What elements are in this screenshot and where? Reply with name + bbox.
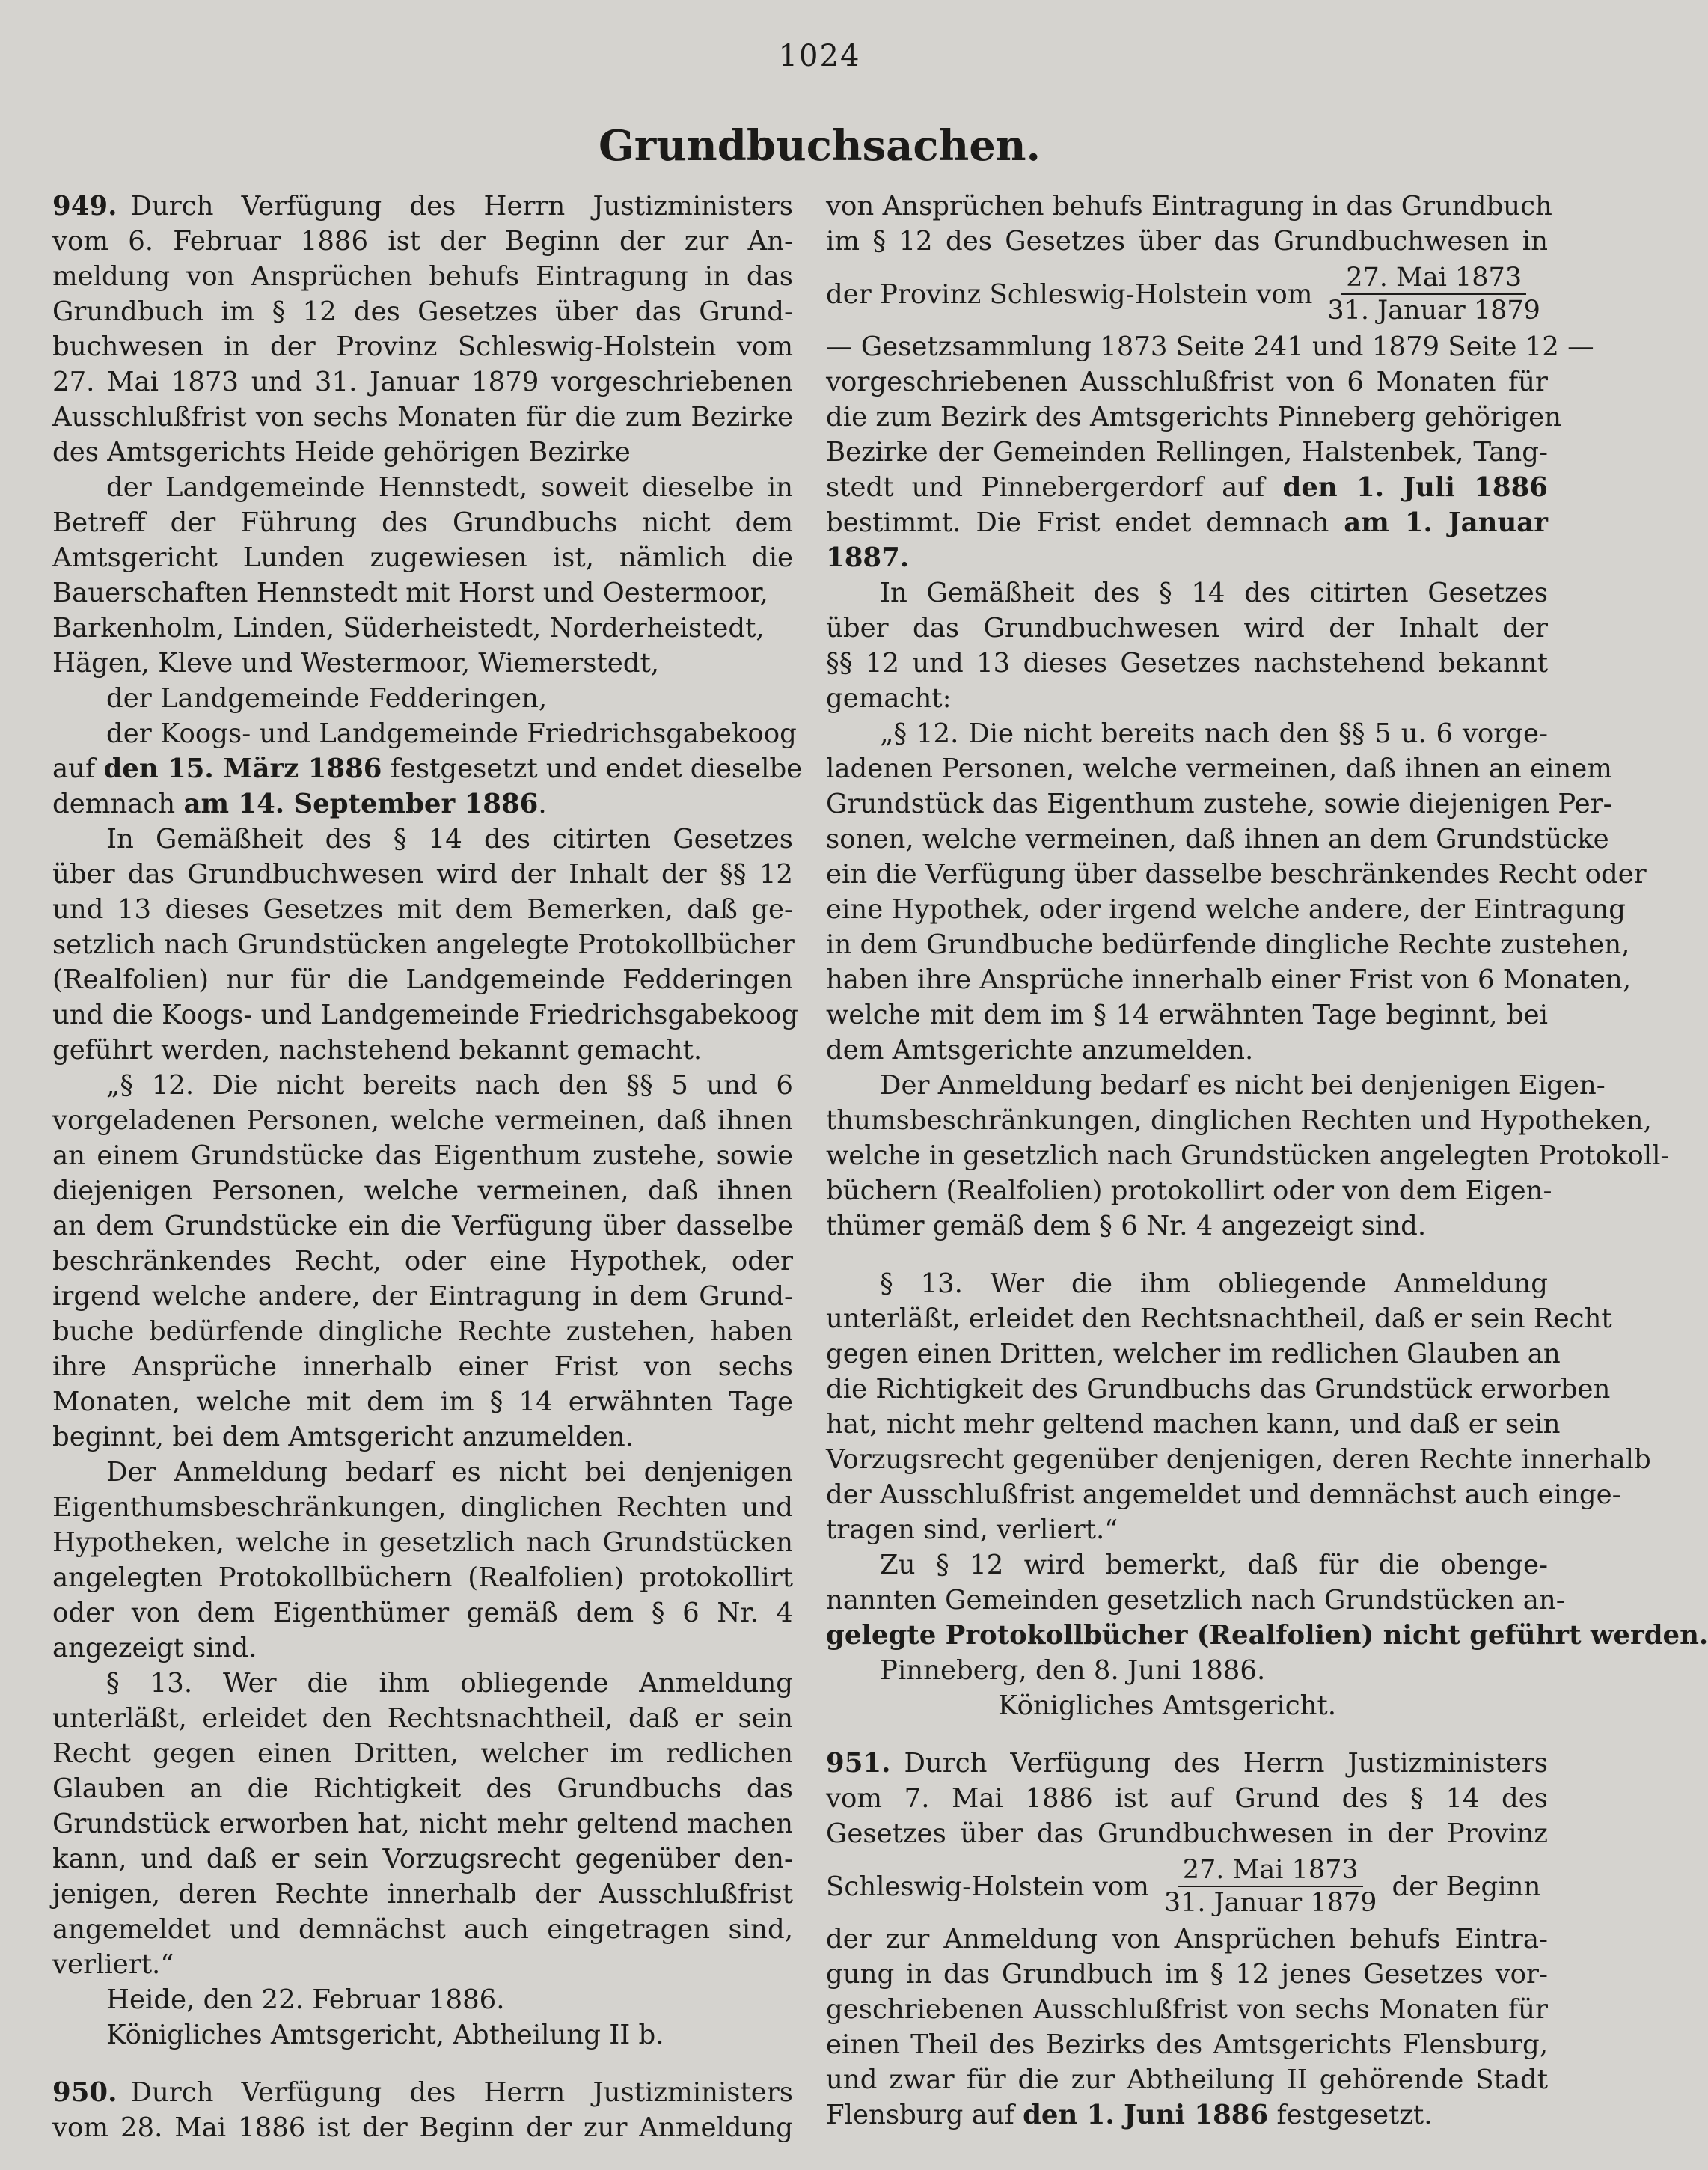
right-column — [826, 189, 1708, 2133]
text-line — [826, 1688, 1548, 1723]
text-line — [826, 1208, 1548, 1244]
text-line — [826, 505, 1548, 540]
text-line — [826, 1068, 1606, 1103]
line-text: jenigen, deren Rechte innerhalb der Ausschlußfrist — [52, 1879, 793, 1910]
text-line — [52, 681, 793, 716]
line-text: sonen, welche vermeinen, daß ihnen an dem Grundstücke — [826, 824, 1609, 855]
line-text: von Ansprüchen behufs Eintragung in das Grundbuch — [826, 191, 1552, 221]
left-column — [52, 189, 803, 2145]
date-fraction — [1160, 1854, 1382, 1919]
line-text: beginnt, bei dem Amtsgericht anzumelden. — [52, 1422, 634, 1452]
line-text: § 13. Wer die ihm obliegende Anmeldung — [880, 1268, 1548, 1299]
text-line — [826, 1266, 1548, 1301]
line-text: 27. Mai 1873 und 31. Januar 1879 vorgeschriebenen — [52, 367, 793, 397]
text-line — [52, 400, 793, 435]
text-line — [826, 997, 1548, 1033]
bold-text: den 15. März 1886 — [103, 754, 382, 784]
line-text: buche bedürfende dingliche Rechte zustehen, haben — [52, 1316, 793, 1347]
line-text: Grundbuch im § 12 des Gesetzes über das Grund- — [52, 296, 793, 327]
line-text: In Gemäßheit des § 14 des citirten Gesetzes — [106, 824, 793, 855]
line-text: Bauerschaften Hennstedt mit Horst und Oestermoor, — [52, 578, 768, 608]
line-text: Vorzugsrecht gegenüber denjenigen, deren Rechte innerhalb — [826, 1444, 1651, 1475]
text-line — [826, 470, 1548, 505]
text-line — [52, 2110, 793, 2145]
line-text: welche in gesetzlich nach Grundstücken angelegten Protokoll- — [826, 1140, 1670, 1171]
text-line — [826, 1781, 1548, 1816]
text-line — [826, 1816, 1548, 1851]
line-text: die zum Bezirk des Amtsgerichts Pinneberg gehörigen — [826, 402, 1561, 433]
bold-text: am 1. Januar — [1344, 507, 1548, 538]
line-text: thumsbeschränkungen, dinglichen Rechten und Hypotheken, — [826, 1105, 1652, 1136]
line-text: Königliches Amtsgericht. — [998, 1690, 1336, 1721]
line-text: und zwar für die zur Abtheilung II gehörende Stadt — [826, 2064, 1548, 2095]
text-line — [52, 822, 793, 857]
text-line-fraction — [826, 259, 1548, 329]
line-text: „§ 12. Die nicht bereits nach den §§ 5 und 6 — [106, 1070, 793, 1101]
text-line — [52, 294, 793, 329]
line-text: oder von dem Eigenthümer gemäß dem § 6 Nr. 4 — [52, 1598, 793, 1628]
line-text: Durch Verfügung des Herrn Justizministers — [904, 1748, 1548, 1779]
line-text: gemacht: — [826, 683, 952, 714]
text-line — [52, 1384, 793, 1419]
line-text: meldung von Ansprüchen behufs Eintragung in das — [52, 261, 793, 292]
line-text: stedt und Pinnebergerdorf auf — [826, 472, 1283, 503]
text-line — [52, 1630, 793, 1666]
line-text: an dem Grundstücke ein die Verfügung über dasselbe — [52, 1211, 793, 1241]
line-text: Flensburg auf — [826, 2100, 1023, 2130]
line-text: Grundstück erworben hat, nicht mehr geltend machen — [52, 1809, 793, 1839]
line-text: in dem Grundbuche bedürfende dingliche Rechte zustehen, — [826, 929, 1630, 960]
text-line — [52, 1455, 793, 1490]
text-line — [52, 1419, 793, 1455]
line-text: Heide, den 22. Februar 1886. — [106, 1984, 505, 2015]
text-line — [826, 1407, 1561, 1442]
text-line — [826, 892, 1626, 927]
text-line — [826, 1336, 1561, 1372]
text-line — [826, 2097, 1548, 2133]
text-line — [826, 716, 1548, 751]
text-line — [52, 1842, 793, 1877]
section-number: 949. — [52, 191, 117, 221]
line-text: tragen sind, verliert.“ — [826, 1515, 1118, 1545]
text-line — [52, 259, 793, 294]
paragraph-gap — [52, 2053, 793, 2075]
line-text: welche mit dem im § 14 erwähnten Tage beginnt, bei — [826, 1000, 1548, 1030]
fraction-denominator: 31. Januar 1879 — [1163, 1888, 1377, 1918]
text-line — [52, 1525, 793, 1560]
text-line — [826, 1992, 1548, 2027]
text-line — [826, 1477, 1621, 1512]
text-line — [52, 1279, 793, 1314]
text-line — [52, 1244, 793, 1279]
line-text: gung in das Grundbuch im § 12 jenes Gesetzes vor- — [826, 1959, 1548, 1990]
text-line — [52, 786, 793, 822]
text-line — [52, 1771, 793, 1806]
text-line — [826, 681, 1548, 716]
text-line — [52, 1173, 793, 1208]
line-text: vorgeschriebenen Ausschlußfrist von 6 Monaten für — [826, 367, 1548, 397]
line-text: der Landgemeinde Fedderingen, — [106, 683, 548, 714]
line-text: der Beginn — [1392, 1871, 1541, 1902]
line-text: vom 7. Mai 1886 ist auf Grund des § 14 des — [826, 1783, 1548, 1814]
text-line — [52, 505, 793, 540]
text-line — [52, 1208, 793, 1244]
text-line — [826, 857, 1647, 892]
text-line — [826, 2062, 1548, 2097]
text-line — [826, 927, 1630, 962]
text-line — [826, 1618, 1708, 1653]
text-line — [52, 1033, 793, 1068]
line-text: auf — [52, 754, 104, 784]
line-text: vom 6. Februar 1886 ist der Beginn der zur An- — [52, 226, 793, 257]
line-text: kann, und daß er sein Vorzugsrecht gegenüber den- — [52, 1844, 793, 1874]
line-text: im § 12 des Gesetzes über das Grundbuchwesen in — [826, 226, 1548, 257]
line-text: Eigenthumsbeschränkungen, dinglichen Rechten und — [52, 1492, 793, 1523]
text-line — [52, 1736, 793, 1771]
line-text: festgesetzt. — [1268, 2100, 1433, 2130]
bold-text: 1887. — [826, 542, 910, 573]
line-text: hat, nicht mehr geltend machen kann, und daß er sein — [826, 1409, 1561, 1440]
text-line — [52, 1103, 793, 1138]
line-text: gegen einen Dritten, welcher im redlichen Glauben an — [826, 1339, 1561, 1369]
line-text: buchwesen in der Provinz Schleswig-Holstein vom — [52, 331, 793, 362]
line-text: irgend welche andere, der Eintragung in dem Grund- — [52, 1281, 793, 1312]
text-line — [826, 1512, 1548, 1547]
line-text: §§ 12 und 13 dieses Gesetzes nachstehend bekannt — [826, 648, 1548, 679]
line-text: Hypotheken, welche in gesetzlich nach Grundstücken — [52, 1527, 793, 1558]
text-line — [52, 1490, 793, 1525]
text-line — [52, 857, 793, 892]
line-text: unterläßt, erleidet den Rechtsnachtheil, daß er sein Recht — [826, 1303, 1612, 1334]
text-line — [52, 1138, 793, 1173]
line-text: ein die Verfügung über dasselbe beschränkendes Recht oder — [826, 859, 1647, 890]
text-line — [52, 1877, 793, 1912]
line-text: (Realfolien) nur für die Landgemeinde Fedderingen — [52, 965, 793, 995]
text-line — [52, 575, 793, 611]
line-text: Barkenholm, Linden, Süderheistedt, Norderheistedt, — [52, 613, 765, 644]
fraction-numerator: 27. Mai 1873 — [1178, 1854, 1363, 1887]
text-line — [52, 470, 793, 505]
text-line — [826, 400, 1561, 435]
text-line — [826, 540, 1548, 575]
date-fraction — [1323, 262, 1545, 326]
text-line — [52, 364, 793, 400]
text-line — [52, 2075, 793, 2110]
line-text: Zu § 12 wird bemerkt, daß für die obenge- — [880, 1550, 1548, 1580]
section-number: 950. — [52, 2077, 117, 2108]
text-line — [52, 435, 793, 470]
line-text: Recht gegen einen Dritten, welcher im redlichen — [52, 1738, 793, 1769]
line-text: § 13. Wer die ihm obliegende Anmeldung — [106, 1668, 793, 1699]
line-text: thümer gemäß dem § 6 Nr. 4 angezeigt sind. — [826, 1211, 1427, 1241]
line-text: angemeldet und demnächst auch eingetragen sind, — [52, 1914, 793, 1945]
text-line — [826, 1138, 1670, 1173]
line-text: nannten Gemeinden gesetzlich nach Grundstücken an- — [826, 1585, 1565, 1616]
line-text: an einem Grundstücke das Eigenthum zustehe, sowie — [52, 1140, 793, 1171]
text-line — [826, 1103, 1652, 1138]
fraction-denominator: 31. Januar 1879 — [1327, 296, 1540, 326]
text-line — [826, 611, 1548, 646]
line-text: Königliches Amtsgericht, Abtheilung II b. — [106, 2020, 664, 2050]
text-line — [826, 1301, 1612, 1336]
line-text: setzlich nach Grundstücken angelegte Protokollbücher — [52, 929, 795, 960]
line-text: Betreff der Führung des Grundbuchs nicht dem — [52, 507, 793, 538]
line-text: büchern (Realfolien) protokollirt oder von dem Eigen- — [826, 1176, 1552, 1206]
text-line — [826, 1442, 1651, 1477]
text-line — [52, 1806, 793, 1842]
text-line — [52, 997, 798, 1033]
text-line — [52, 1314, 793, 1349]
line-text: die Richtigkeit des Grundbuchs das Grundstück erworben — [826, 1374, 1611, 1405]
text-line — [826, 1583, 1565, 1618]
text-line — [52, 189, 793, 224]
line-text: In Gemäßheit des § 14 des citirten Gesetzes — [880, 578, 1548, 608]
bold-text: am 14. September 1886 — [183, 789, 539, 819]
line-text: vorgeladenen Personen, welche vermeinen, daß ihnen — [52, 1105, 793, 1136]
line-text: über das Grundbuchwesen wird der Inhalt der — [826, 613, 1548, 644]
line-text: geschriebenen Ausschlußfrist von sechs Monaten für — [826, 1994, 1548, 2025]
text-line — [826, 575, 1548, 611]
line-text: der Provinz Schleswig-Holstein vom — [826, 278, 1313, 310]
text-line — [52, 751, 803, 786]
text-line — [826, 1922, 1548, 1957]
line-text: der Ausschlußfrist angemeldet und demnächst auch einge- — [826, 1479, 1621, 1510]
text-line — [52, 1560, 793, 1595]
text-line — [52, 2017, 793, 2053]
line-text: haben ihre Ansprüche innerhalb einer Frist von 6 Monaten, — [826, 965, 1631, 995]
line-text: geführt werden, nachstehend bekannt gemacht. — [52, 1035, 703, 1066]
line-text: verliert.“ — [52, 1949, 174, 1980]
text-line — [52, 716, 797, 751]
paragraph-gap — [826, 1244, 1548, 1266]
line-text: Grundstück das Eigenthum zustehe, sowie diejenigen Per- — [826, 789, 1612, 819]
text-line — [52, 1947, 793, 1982]
text-line — [52, 1349, 793, 1384]
line-text: Hägen, Kleve und Westermoor, Wiemerstedt, — [52, 648, 660, 679]
text-line — [826, 2027, 1548, 2062]
line-text: diejenigen Personen, welche vermeinen, daß ihnen — [52, 1176, 793, 1206]
text-line — [826, 822, 1609, 857]
line-text: Amtsgericht Lunden zugewiesen ist, nämlich die — [52, 542, 793, 573]
line-text: demnach — [52, 789, 184, 819]
line-text: vom 28. Mai 1886 ist der Beginn der zur Anmeldung — [52, 2112, 793, 2143]
text-line — [826, 329, 1594, 364]
line-text: Gesetzes über das Grundbuchwesen in der Provinz — [826, 1818, 1548, 1849]
text-line — [52, 892, 793, 927]
line-text: und die Koogs- und Landgemeinde Friedrichsgabekoog — [52, 1000, 798, 1030]
bold-text: den 1. Juni 1886 — [1023, 2100, 1269, 2130]
text-line — [826, 646, 1548, 681]
text-line — [52, 962, 793, 997]
line-text: ladenen Personen, welche vermeinen, daß ihnen an einem — [826, 754, 1612, 784]
section-number: 951. — [826, 1748, 891, 1779]
line-text: unterläßt, erleidet den Rechtsnachtheil, daß er sein — [52, 1703, 793, 1734]
line-text: Pinneberg, den 8. Juni 1886. — [880, 1655, 1266, 1686]
text-line — [826, 786, 1612, 822]
text-line — [826, 1746, 1548, 1781]
text-line — [52, 927, 793, 962]
line-text: „§ 12. Die nicht bereits nach den §§ 5 u. 6 vorge- — [880, 718, 1548, 749]
line-text: und 13 dieses Gesetzes mit dem Bemerken, daß ge- — [52, 894, 793, 925]
line-text: der Koogs- und Landgemeinde Friedrichsgabekoog — [106, 718, 797, 749]
line-text: ihre Ansprüche innerhalb einer Frist von sechs — [52, 1351, 793, 1382]
text-line — [826, 1033, 1548, 1068]
text-line — [826, 189, 1552, 224]
line-text: beschränkendes Recht, oder eine Hypothek, oder — [52, 1246, 793, 1277]
text-line — [826, 1372, 1611, 1407]
text-line — [826, 364, 1548, 400]
line-text: Ausschlußfrist von sechs Monaten für die zum Bezirke — [52, 402, 793, 433]
line-text: einen Theil des Bezirks des Amtsgerichts Flensburg, — [826, 2029, 1548, 2060]
line-text: Schleswig-Holstein vom — [826, 1871, 1149, 1902]
line-text: dem Amtsgerichte anzumelden. — [826, 1035, 1254, 1066]
text-line-fraction — [826, 1851, 1548, 1922]
line-text: Durch Verfügung des Herrn Justizministers — [130, 191, 793, 221]
text-line — [826, 224, 1548, 259]
text-line — [826, 962, 1631, 997]
text-line — [52, 1701, 793, 1736]
text-line — [52, 329, 793, 364]
line-text: Glauben an die Richtigkeit des Grundbuchs das — [52, 1773, 793, 1804]
line-text: Der Anmeldung bedarf es nicht bei denjenigen Eigen- — [880, 1070, 1606, 1101]
line-text: — Gesetzsammlung 1873 Seite 241 und 1879 Seite 12 — — [826, 331, 1594, 362]
text-line — [52, 1982, 793, 2017]
section-title: Grundbuchsachen. — [598, 121, 1041, 171]
text-line — [52, 1666, 793, 1701]
line-text: der Landgemeinde Hennstedt, soweit dieselbe in — [106, 472, 793, 503]
line-text: angezeigt sind. — [52, 1633, 257, 1663]
line-text: . — [538, 789, 547, 819]
line-text: bestimmt. Die Frist endet demnach — [826, 507, 1344, 538]
paragraph-gap — [826, 1723, 1548, 1746]
text-line — [826, 1547, 1548, 1583]
line-text: eine Hypothek, oder irgend welche andere, der Eintragung — [826, 894, 1626, 925]
text-line — [826, 751, 1612, 786]
text-line — [52, 1595, 793, 1630]
text-line — [826, 1173, 1552, 1208]
text-line — [52, 646, 793, 681]
text-line — [826, 1653, 1548, 1688]
line-text: Monaten, welche mit dem im § 14 erwähnten Tage — [52, 1387, 793, 1417]
text-line — [826, 435, 1548, 470]
line-text: Bezirke der Gemeinden Rellingen, Halstenbek, Tang- — [826, 437, 1548, 468]
line-text: festgesetzt und endet dieselbe — [382, 754, 803, 784]
bold-text: den 1. Juli 1886 — [1282, 472, 1548, 503]
page-number: 1024 — [778, 39, 861, 73]
text-line — [52, 611, 793, 646]
line-text: des Amtsgerichts Heide gehörigen Bezirke — [52, 437, 631, 468]
line-text: Durch Verfügung des Herrn Justizministers — [130, 2077, 793, 2108]
text-line — [52, 1068, 793, 1103]
line-text: über das Grundbuchwesen wird der Inhalt der §§ 12 — [52, 859, 793, 890]
fraction-numerator: 27. Mai 1873 — [1341, 262, 1526, 295]
line-text: der zur Anmeldung von Ansprüchen behufs Eintra- — [826, 1924, 1548, 1954]
text-line — [826, 1957, 1548, 1992]
text-line — [52, 1912, 793, 1947]
line-text: Der Anmeldung bedarf es nicht bei denjenigen — [106, 1457, 793, 1488]
line-text: angelegten Protokollbüchern (Realfolien) protokollirt — [52, 1562, 793, 1593]
text-line — [52, 224, 793, 259]
text-line — [52, 540, 793, 575]
bold-text: gelegte Protokollbücher (Realfolien) nicht geführt werden. — [826, 1620, 1708, 1651]
